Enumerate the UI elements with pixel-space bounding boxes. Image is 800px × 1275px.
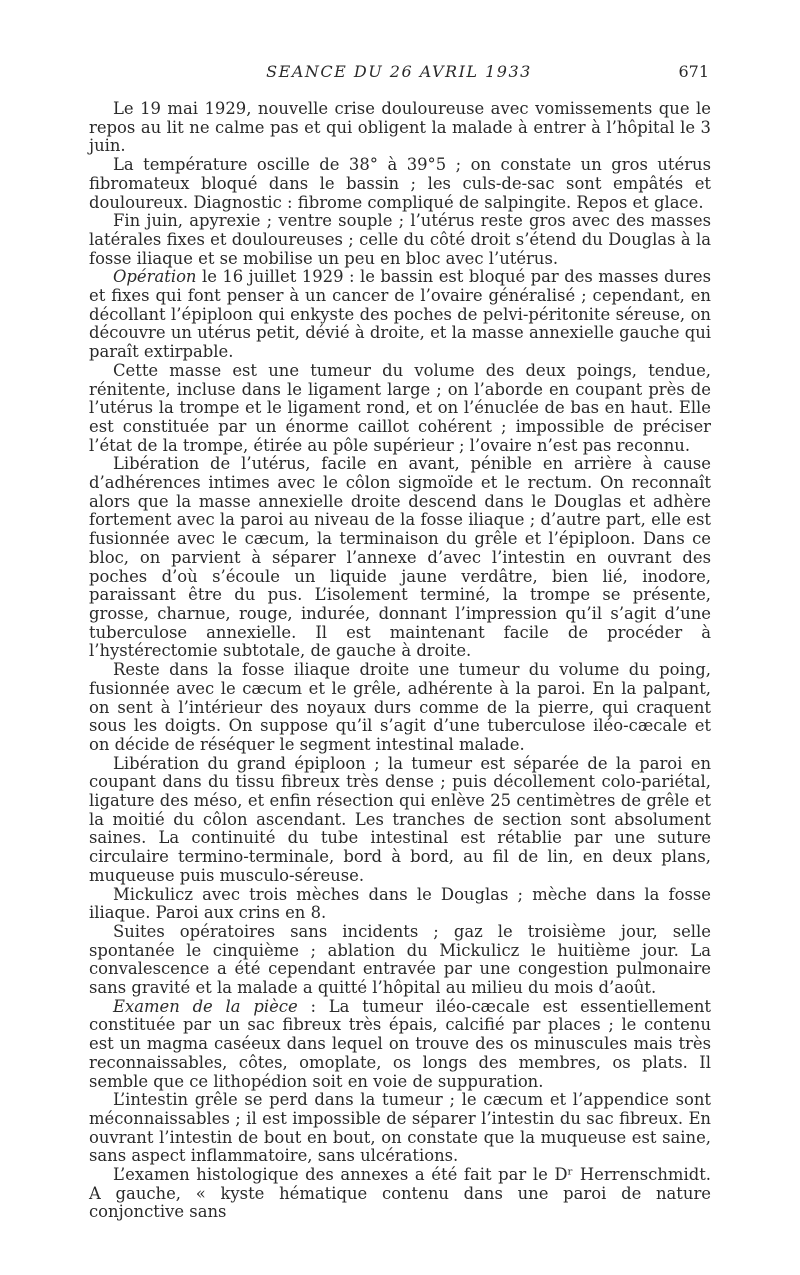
paragraph-text: Mickulicz avec trois mèches dans le Douglas ; mèche dans la fosse iliaque. Paroi aux crins en 8. [89, 884, 711, 923]
paragraph [89, 362, 711, 456]
page-header [89, 62, 709, 86]
paragraph-text: La température oscille de 38° à 39°5 ; on constate un gros utérus fibromateux bloqué dans le bassin ; les culs-de-sac sont empâtés et douloureux. Diagnostic : fibrome compliqué de salpingite. Repos et glace. [89, 155, 711, 212]
paragraph-text: Reste dans la fosse iliaque droite une tumeur du volume du poing, fusionnée avec le cæcum et le grêle, adhérente à la paroi. En la palpant, on sent à l’intérieur des noyaux durs comme de la pierre, qui craquent sous les doigts. On suppose qu’il s’agit d’une tuberculose iléo-cæcale et on décide de réséquer le segment intestinal malade. [89, 660, 711, 754]
paragraph [89, 755, 711, 886]
paragraph-text: Fin juin, apyrexie ; ventre souple ; l’utérus reste gros avec des masses latérales fixes et douloureuses ; celle du côté droit s’étend du Douglas à la fosse iliaque et se mobilise un peu en bloc avec l’utérus. [89, 211, 711, 268]
running-title: SEANCE DU 26 AVRIL 1933 [266, 62, 532, 81]
paragraph-text: Cette masse est une tumeur du volume des deux poings, tendue, rénitente, incluse dans le ligament large ; on l’aborde en coupant près de l’utérus la trompe et le ligament rond, et on l’énuclée de bas en haut. Elle est constituée par un énorme caillot cohérent ; impossible de préciser l’état de la trompe, étirée au pôle supérieur ; l’ovaire n’est pas reconnu. [89, 360, 711, 455]
paragraph [89, 156, 711, 212]
paragraph [89, 661, 711, 755]
paragraph-text: Le 19 mai 1929, nouvelle crise douloureuse avec vomissements que le repos au lit ne calme pas et qui obligent la malade à entrer à l’hôpital le 3 juin. [89, 99, 711, 156]
paragraph [89, 886, 711, 923]
paragraph-lead-italic: Opération [113, 267, 197, 287]
paragraph-text: L’examen histologique des annexes a été fait par le Dʳ Herrenschmidt. A gauche, « kyste hématique contenu dans une paroi de nature conjonctive sans [89, 1165, 711, 1222]
paragraph-text: Libération de l’utérus, facile en avant, pénible en arrière à cause d’adhérences intimes avec le côlon sigmoïde et le rectum. On reconnaît alors que la masse annexielle droite descend dans le Douglas et adhère fortement avec la paroi au niveau de la fosse iliaque ; d’autre part, elle est fusionnée avec le cæcum, la terminaison du grêle et l’épiploon. Dans ce bloc, on parvient à séparer l’annexe d’avec l’intestin en ouvrant des poches d’où s’écoule un liquide jaune verdâtre, bien lié, inodore, paraissant être du pus. L’isolement terminé, la trompe se présente, grosse, charnue, rouge, indurée, donnant l’impression qu’il s’agit d’une tuberculose annexielle. Il est maintenant facile de procéder à l’hystérectomie subtotale, de gauche à droite. [89, 454, 711, 661]
body-text [89, 100, 711, 1222]
paragraph [89, 100, 711, 156]
page-number: 671 [678, 62, 709, 81]
paragraph-text: le 16 juillet 1929 : le bassin est bloqué par des masses dures et fixes qui font penser à un cancer de l’ovaire généralisé ; cependant, en décollant l’épiploon qui enkyste des poches de pelvi-péritonite séreuse, on découvre un utérus petit, dévié à droite, et la masse annexielle gauche qui paraît extirpable. [89, 267, 711, 362]
paragraph [89, 923, 711, 998]
paragraph-text: L’intestin grêle se perd dans la tumeur ; le cæcum et l’appendice sont méconnaissables ; il est impossible de séparer l’intestin du sac fibreux. En ouvrant l’intestin de bout en bout, on constate que la muqueuse est saine, sans aspect inflammatoire, sans ulcérations. [89, 1090, 711, 1166]
paragraph-text: Libération du grand épiploon ; la tumeur est séparée de la paroi en coupant dans du tissu fibreux très dense ; puis décollement colo-pariétal, ligature des méso, et enfin résection qui enlève 25 centimètres de grêle et la moitié du côlon ascendant. Les tranches de section sont absolument saines. La continuité du tube intestinal est rétablie par une suture circulaire termino-terminale, bord à bord, au fil de lin, en deux plans, muqueuse puis musculo-séreuse. [89, 753, 711, 885]
paragraph [89, 998, 711, 1092]
paragraph-text: Suites opératoires sans incidents ; gaz le troisième jour, selle spontanée le cinquième ; ablation du Mickulicz le huitième jour. La convalescence a été cependant entravée par une congestion pulmonaire sans gravité et la malade a quitté l’hôpital au milieu du mois d’août. [89, 921, 711, 998]
paragraph [89, 268, 711, 362]
paragraph [89, 1166, 711, 1222]
paragraph [89, 212, 711, 268]
paragraph [89, 1091, 711, 1166]
paragraph-lead-italic: Examen de la pièce [113, 996, 298, 1016]
paragraph [89, 455, 711, 661]
paragraph-text: : La tumeur iléo-cæcale est essentiellement constituée par un sac fibreux très épais, calcifié par places ; le contenu est un magma caséeux dans lequel on trouve des os minuscules mais très reconnaissables, côtes, omoplate, os longs des membres, os plats. Il semble que ce lithopédion soit en voie de suppuration. [89, 996, 711, 1091]
